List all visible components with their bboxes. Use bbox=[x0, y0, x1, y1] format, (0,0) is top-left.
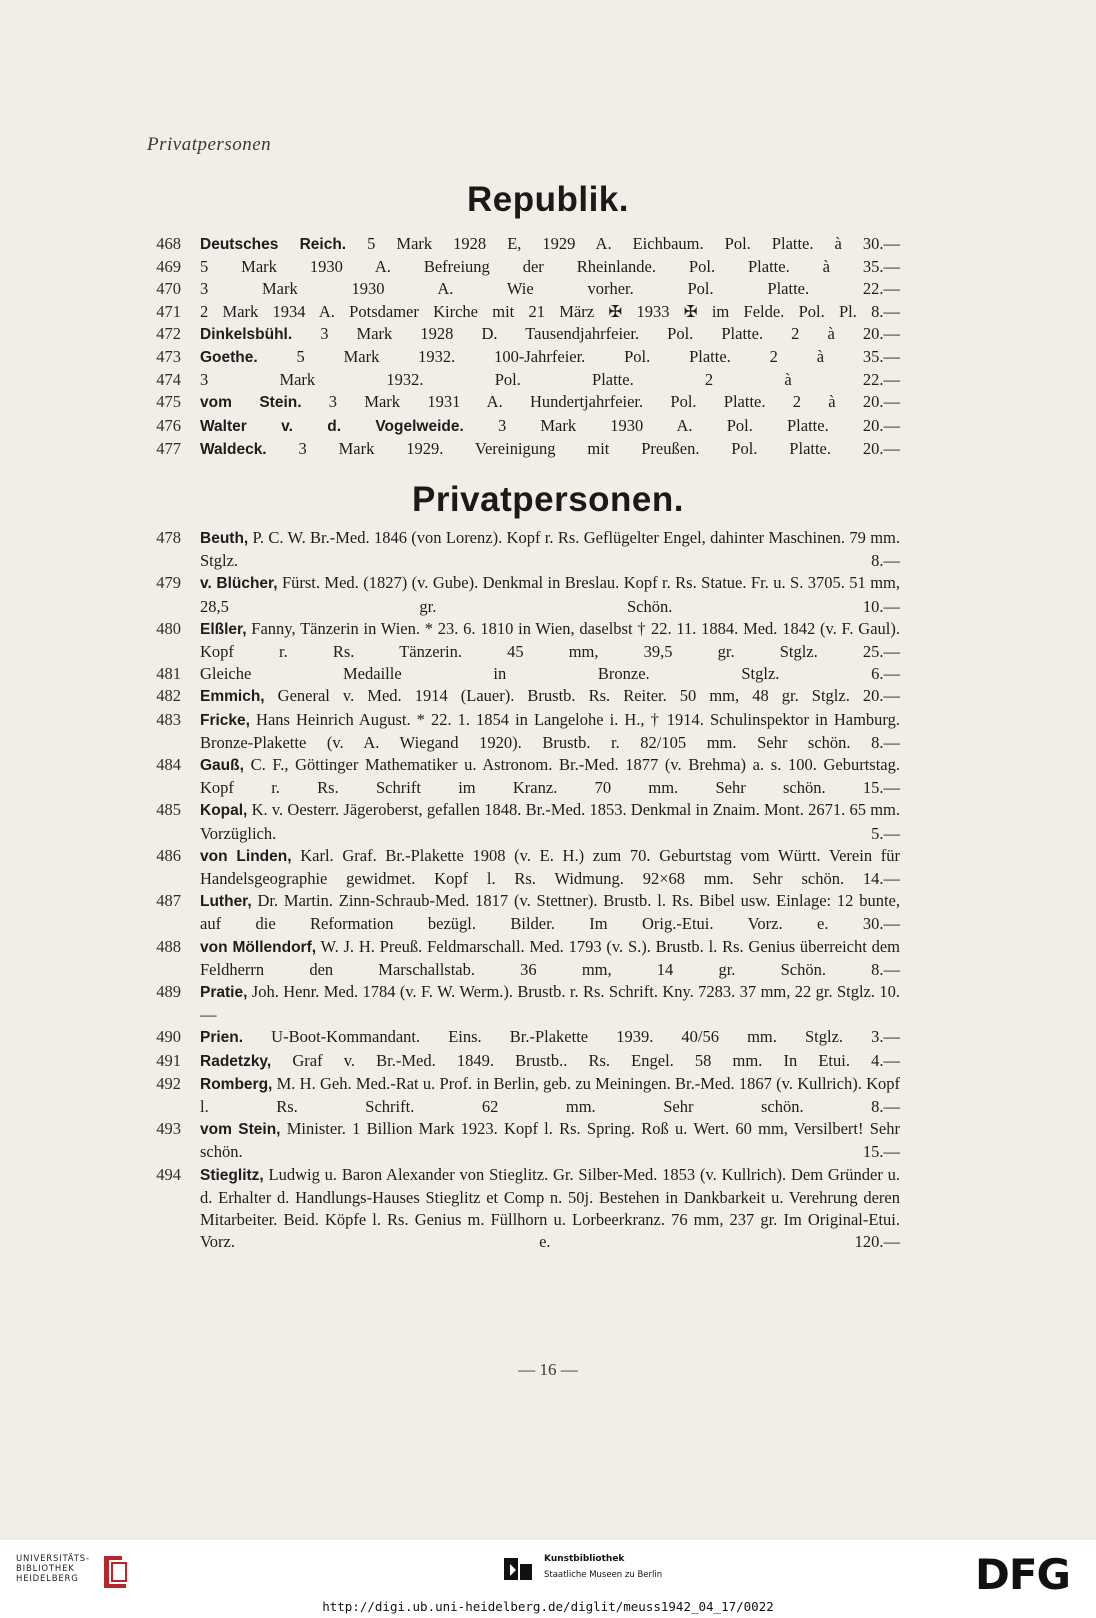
lot-heading: Radetzky, bbox=[200, 1052, 272, 1070]
catalogue-entry bbox=[0, 754, 1096, 799]
lot-description bbox=[200, 754, 900, 799]
lot-description bbox=[200, 685, 900, 708]
lot-description bbox=[200, 1118, 900, 1163]
lot-text: Ludwig u. Baron Alexander von Stieglitz. Gr. Silber-Med. 1853 (v. Kullrich). Dem Gründer u. d. Erhalter d. Handlungs-Hauses Stieglitz et Comp n. 50j. Bestehen in Dankbarkeit u. Verehrung deren Mitarbeiter. Beid. Köpfe l. Rs. Genius m. Füllhorn u. Lorbeerkranz. 76 mm, 237 gr. Im Original-Etui. Vorz. e. 120.— bbox=[200, 1164, 900, 1252]
digitization-footer bbox=[0, 1540, 1096, 1618]
lot-number: 483 bbox=[156, 709, 181, 729]
lot-description bbox=[200, 256, 900, 278]
catalogue-entry bbox=[0, 799, 1096, 844]
entry-list-privatpersonen bbox=[0, 527, 1096, 1254]
lot-text: W. J. H. Preuß. Feldmarschall. Med. 1793 (v. S.). Brustb. l. Rs. Genius überreicht dem Feldherrn den Marschallstab. 36 mm, 14 gr. Schön. 8.— bbox=[200, 936, 900, 979]
lot-description bbox=[200, 369, 900, 391]
lot-description bbox=[200, 346, 900, 369]
lot-description bbox=[200, 233, 900, 256]
lot-text: Dr. Martin. Zinn-Schraub-Med. 1817 (v. Stettner). Brustb. l. Rs. Bibel usw. Einlage: 12 bunte, auf die Reformation bezügl. Bilder. Im Orig.-Etui. Vorz. e. 30.— bbox=[200, 891, 900, 934]
catalogue-entry bbox=[0, 981, 1096, 1026]
lot-heading: Gauß, bbox=[200, 757, 244, 775]
lot-text: 3 Mark 1931 A. Hundertjahrfeier. Pol. Platte. 2 à 20.— bbox=[301, 392, 900, 412]
lot-number: 489 bbox=[156, 982, 181, 1002]
lot-description bbox=[200, 391, 900, 414]
lot-text: 3 Mark 1928 D. Tausendjahrfeier. Pol. Platte. 2 à 20.— bbox=[292, 323, 900, 343]
lot-text: Graf v. Br.-Med. 1849. Brustb.. Rs. Engel. 58 mm. In Etui. 4.— bbox=[271, 1050, 900, 1070]
lot-number: 477 bbox=[156, 438, 181, 458]
lot-number: 473 bbox=[156, 347, 181, 367]
lot-heading: v. Blücher, bbox=[200, 575, 278, 593]
lot-description bbox=[200, 1026, 900, 1049]
lot-number: 469 bbox=[156, 257, 181, 277]
lot-text: 3 Mark 1932. Pol. Platte. 2 à 22.— bbox=[200, 370, 900, 390]
catalogue-entry bbox=[0, 256, 1096, 278]
lot-description bbox=[200, 438, 900, 461]
lot-description bbox=[200, 415, 900, 438]
lot-heading: Fricke, bbox=[200, 711, 250, 729]
lot-description bbox=[200, 1164, 900, 1254]
lot-text: M. H. Geh. Med.-Rat u. Prof. in Berlin, geb. zu Meiningen. Br.-Med. 1867 (v. Kullrich). Kopf l. Rs. Schrift. 62 mm. Sehr schön. 8.— bbox=[200, 1073, 900, 1117]
lot-text: Fürst. Med. (1827) (v. Gube). Denkmal in Breslau. Kopf r. Rs. Statue. Fr. u. S. 3705. 51 mm, 28,5 gr. Schön. 10.— bbox=[200, 573, 900, 616]
lot-number: 490 bbox=[156, 1027, 181, 1047]
catalogue-entry bbox=[0, 438, 1096, 461]
lot-text: Fanny, Tänzerin in Wien. * 23. 6. 1810 in Wien, daselbst † 22. 11. 1884. Med. 1842 (v. F. Gaul). Kopf r. Rs. Tänzerin. 45 mm, 39,5 gr. Stglz. 25.— bbox=[200, 618, 900, 662]
lot-description bbox=[200, 278, 900, 300]
lot-text: 5 Mark 1930 A. Befreiung der Rheinlande. Pol. Platte. à 35.— bbox=[200, 257, 900, 277]
lot-heading: vom Stein, bbox=[200, 1121, 281, 1139]
lot-heading: Walter v. d. Vogelweide. bbox=[200, 417, 464, 435]
lot-heading: Pratie, bbox=[200, 984, 248, 1002]
ub-logo-text: UNIVERSITÄTS- BIBLIOTHEK HEIDELBERG bbox=[16, 1554, 90, 1584]
lot-description bbox=[200, 663, 900, 685]
lot-text: P. C. W. Br.-Med. 1846 (von Lorenz). Kopf r. Rs. Geflügelter Engel, dahinter Maschinen. 79 mm. Stglz. 8.— bbox=[200, 528, 900, 571]
lot-heading: Waldeck. bbox=[200, 440, 267, 458]
catalogue-entry bbox=[0, 1164, 1096, 1254]
catalogue-entry bbox=[0, 709, 1096, 754]
kunstbibliothek-icon bbox=[502, 1554, 534, 1584]
lot-number: 468 bbox=[156, 234, 181, 253]
section-heading-republik: Republik. bbox=[466, 180, 630, 219]
lot-description bbox=[200, 936, 900, 981]
lot-text: Hans Heinrich August. * 22. 1. 1854 in Langelohe i. H., † 1914. Schulinspektor in Hamburg. Bronze-Plakette (v. A. Wiegand 1920). Brustb. r. 82/105 mm. Sehr schön. 8.— bbox=[200, 709, 900, 752]
page-number: — 16 — bbox=[518, 1360, 578, 1379]
lot-heading: von Möllendorf, bbox=[200, 938, 317, 956]
catalogue-entry bbox=[0, 936, 1096, 981]
lot-number: 491 bbox=[156, 1050, 181, 1070]
lot-number: 484 bbox=[156, 755, 181, 775]
lot-description bbox=[200, 709, 900, 754]
running-head: Privatpersonen bbox=[147, 134, 272, 155]
lot-heading: Kopal, bbox=[200, 802, 248, 820]
catalogue-entry bbox=[0, 415, 1096, 438]
lot-text: 2 Mark 1934 A. Potsdamer Kirche mit 21 März ✠ 1933 ✠ im Felde. Pol. Pl. 8.— bbox=[200, 301, 900, 321]
lot-number: 493 bbox=[156, 1119, 181, 1139]
lot-description bbox=[200, 845, 900, 890]
catalogue-entry bbox=[0, 278, 1096, 300]
lot-text: 3 Mark 1929. Vereinigung mit Preußen. Pol. Platte. 20.— bbox=[266, 438, 900, 458]
kunstbibliothek-logo[interactable] bbox=[502, 1552, 682, 1590]
lot-description bbox=[200, 527, 900, 572]
lot-number: 487 bbox=[156, 891, 181, 911]
catalogue-entry bbox=[0, 369, 1096, 391]
lot-text: Joh. Henr. Med. 1784 (v. F. W. Werm.). Brustb. r. Rs. Schrift. Kny. 7283. 37 mm, 22 gr. Stglz. 10.— bbox=[200, 982, 900, 1025]
lot-text: 3 Mark 1930 A. Pol. Platte. 20.— bbox=[463, 415, 900, 435]
lot-heading: Emmich, bbox=[200, 688, 265, 706]
lot-description bbox=[200, 323, 900, 346]
lot-heading: Prien. bbox=[200, 1029, 244, 1047]
lot-heading: von Linden, bbox=[200, 847, 292, 865]
lot-text: C. F., Göttinger Mathematiker u. Astronom. Br.-Med. 1877 (v. Brehma) a. s. 100. Geburtstag. Kopf r. Rs. Schrift im Kranz. 70 mm. Sehr schön. 15.— bbox=[200, 755, 900, 798]
permalink-url[interactable]: http://digi.ub.uni-heidelberg.de/diglit/meuss1942_04_17/0022 bbox=[322, 1599, 774, 1614]
lot-text: Gleiche Medaille in Bronze. Stglz. 6.— bbox=[200, 664, 900, 684]
catalogue-entry bbox=[0, 1118, 1096, 1163]
lot-number: 486 bbox=[156, 845, 181, 865]
lot-text: 3 Mark 1930 A. Wie vorher. Pol. Platte. 22.— bbox=[200, 279, 900, 299]
catalogue-entry bbox=[0, 890, 1096, 935]
lot-number: 475 bbox=[156, 392, 181, 412]
lot-number: 481 bbox=[156, 664, 181, 684]
lot-text: 5 Mark 1932. 100-Jahrfeier. Pol. Platte. 2 à 35.— bbox=[257, 347, 900, 367]
lot-heading: Deutsches Reich. bbox=[200, 236, 347, 253]
lot-text: Karl. Graf. Br.-Plakette 1908 (v. E. H.) zum 70. Geburtstag vom Württ. Verein für Handelsgeographie gewidmet. Kopf l. Rs. Widmung. 92×68 mm. Sehr schön. 14.— bbox=[200, 845, 901, 889]
lot-number: 476 bbox=[156, 415, 181, 435]
lot-heading: Beuth, bbox=[200, 530, 249, 547]
ub-book-icon bbox=[100, 1554, 130, 1590]
lot-number: 471 bbox=[156, 301, 181, 321]
lot-text: Minister. 1 Billion Mark 1923. Kopf l. Rs. Spring. Roß u. Wert. 60 mm, Versilbert! Sehr schön. 15.— bbox=[200, 1119, 900, 1162]
catalogue-entry bbox=[0, 618, 1096, 663]
catalogue-entry bbox=[0, 527, 1096, 572]
lot-text: K. v. Oesterr. Jägeroberst, gefallen 1848. Br.-Med. 1853. Denkmal in Znaim. Mont. 2671. 65 mm. Vorzüglich. 5.— bbox=[200, 800, 900, 843]
lot-heading: Goethe. bbox=[200, 349, 258, 367]
lot-description bbox=[200, 981, 900, 1026]
lot-description bbox=[200, 618, 900, 663]
lot-text: 5 Mark 1928 E, 1929 A. Eichbaum. Pol. Platte. à 30.— bbox=[346, 234, 900, 253]
section-heading-privatpersonen: Privatpersonen. bbox=[411, 480, 685, 519]
catalogue-entry bbox=[0, 391, 1096, 414]
lot-number: 480 bbox=[156, 618, 181, 638]
entry-list-republik bbox=[0, 233, 1096, 461]
catalogue-entry bbox=[0, 663, 1096, 685]
lot-heading: Elßler, bbox=[200, 620, 247, 638]
lot-heading: vom Stein. bbox=[200, 394, 302, 412]
catalogue-entry bbox=[0, 323, 1096, 346]
catalogue-entry bbox=[0, 1026, 1096, 1049]
lot-text: General v. Med. 1914 (Lauer). Brustb. Rs. Reiter. 50 mm, 48 gr. Stglz. 20.— bbox=[264, 686, 900, 706]
catalogue-entry bbox=[0, 346, 1096, 369]
lot-number: 479 bbox=[156, 573, 181, 593]
lot-text: U-Boot-Kommandant. Eins. Br.-Plakette 1939. 40/56 mm. Stglz. 3.— bbox=[243, 1027, 900, 1047]
lot-heading: Luther, bbox=[200, 893, 252, 911]
lot-number: 474 bbox=[156, 370, 181, 390]
lot-description bbox=[200, 572, 900, 617]
kunstbibliothek-title: Kunstbibliothek bbox=[544, 1554, 625, 1564]
catalogue-entry bbox=[0, 301, 1096, 323]
lot-number: 494 bbox=[156, 1164, 181, 1184]
lot-number: 492 bbox=[156, 1073, 181, 1093]
lot-description bbox=[200, 1050, 900, 1073]
catalogue-entry bbox=[0, 685, 1096, 708]
catalogue-entry bbox=[0, 572, 1096, 617]
lot-heading: Romberg, bbox=[200, 1075, 273, 1093]
lot-number: 482 bbox=[156, 686, 181, 706]
catalogue-entry bbox=[0, 1073, 1096, 1118]
kunstbibliothek-subtitle: Staatliche Museen zu Berlin bbox=[544, 1570, 663, 1580]
lot-number: 485 bbox=[156, 800, 181, 820]
dfg-logo[interactable]: DFG bbox=[975, 1550, 1071, 1599]
catalogue-entry bbox=[0, 845, 1096, 890]
lot-description bbox=[200, 890, 900, 935]
lot-description bbox=[200, 1073, 900, 1118]
lot-number: 472 bbox=[156, 323, 181, 343]
lot-heading: Stieglitz, bbox=[200, 1166, 264, 1184]
lot-number: 478 bbox=[156, 528, 181, 547]
lot-number: 488 bbox=[156, 936, 181, 956]
catalogue-entry bbox=[0, 1050, 1096, 1073]
lot-description bbox=[200, 301, 900, 323]
catalogue-entry bbox=[0, 233, 1096, 256]
lot-number: 470 bbox=[156, 279, 181, 299]
lot-heading: Dinkelsbühl. bbox=[200, 325, 293, 343]
lot-description bbox=[200, 799, 900, 844]
ub-heidelberg-logo[interactable] bbox=[16, 1554, 131, 1596]
